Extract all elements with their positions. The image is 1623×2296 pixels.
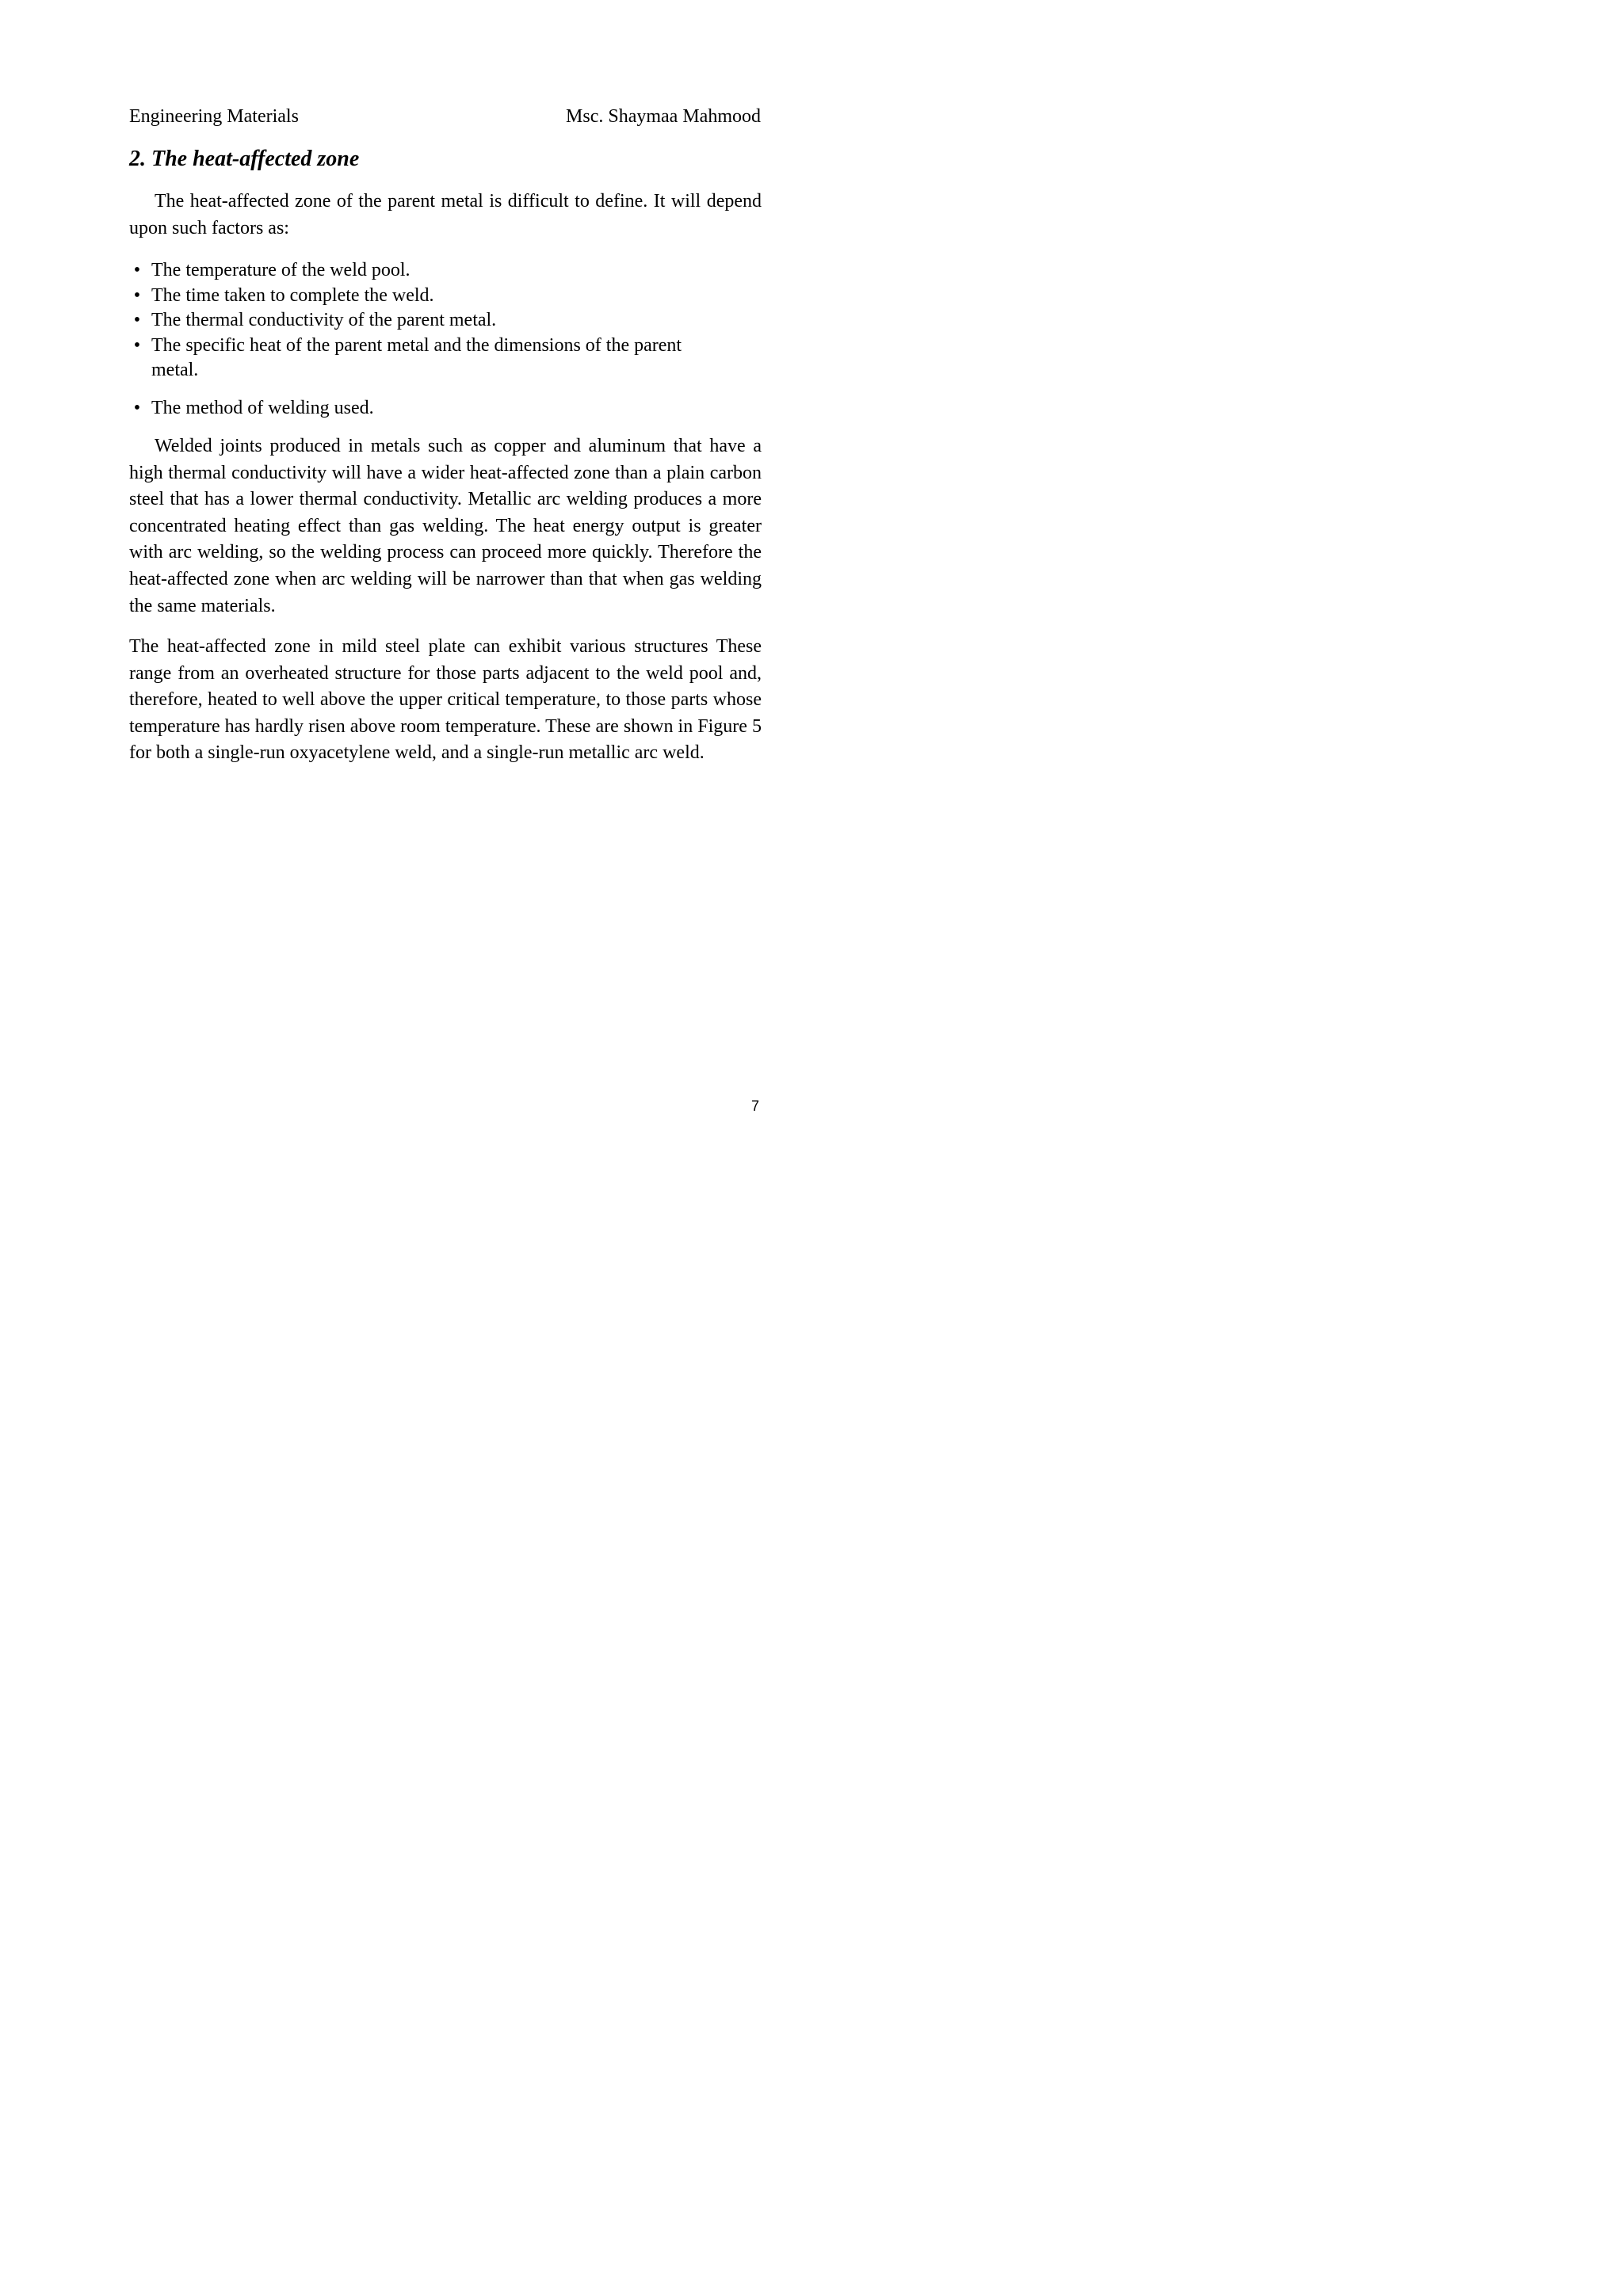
conductivity-paragraph: Welded joints produced in metals such as copper and aluminum that have a high thermal conductivity will have a wider heat-affected zone than a plain carbon steel that has a lower thermal conductivity. Metallic arc welding produces a more concentrated heating effect than gas welding. The heat energy output is greater with arc welding, so the welding process can proceed more quickly. Therefore the heat-affected zone when arc welding will be narrower than that when gas welding the same materials. xyxy=(129,436,762,616)
header-author: Msc. Shaymaa Mahmood xyxy=(566,106,761,127)
factors-list xyxy=(129,258,731,421)
list-item xyxy=(129,396,731,421)
list-item xyxy=(129,284,731,309)
list-item-text: The temperature of the weld pool. xyxy=(151,260,411,280)
intro-paragraph: The heat-affected zone of the parent metal is difficult to define. It will depend upon such factors as: xyxy=(129,191,762,238)
list-item-text: The time taken to complete the weld. xyxy=(151,284,434,306)
section-title: 2. The heat-affected zone xyxy=(129,147,360,171)
list-item-text: The thermal conductivity of the parent metal. xyxy=(151,310,497,330)
list-item xyxy=(129,308,731,334)
structures-paragraph: The heat-affected zone in mild steel plate can exhibit various structures These range from an overheated structure for those parts adjacent to the weld pool and, therefore, heated to well above the upper critical temperature, to those parts whose temperature has hardly risen above room temperature. These are shown in Figure 5 for both a single-run oxyacetylene weld, and a single-run metallic arc weld. xyxy=(129,636,762,764)
bullet-icon: • xyxy=(133,397,141,418)
list-item xyxy=(129,258,731,284)
bullet-icon: • xyxy=(133,284,141,306)
page-number: 7 xyxy=(751,1098,760,1114)
document-page xyxy=(0,0,873,1235)
list-item-text: The specific heat of the parent metal and the dimensions of the parent metal. xyxy=(151,334,682,380)
bullet-icon: • xyxy=(133,310,141,330)
list-item-text: The method of welding used. xyxy=(151,397,374,418)
list-item xyxy=(129,334,731,383)
bullet-icon: • xyxy=(133,334,141,356)
bullet-icon: • xyxy=(133,260,141,280)
header-course-title: Engineering Materials xyxy=(129,106,299,127)
